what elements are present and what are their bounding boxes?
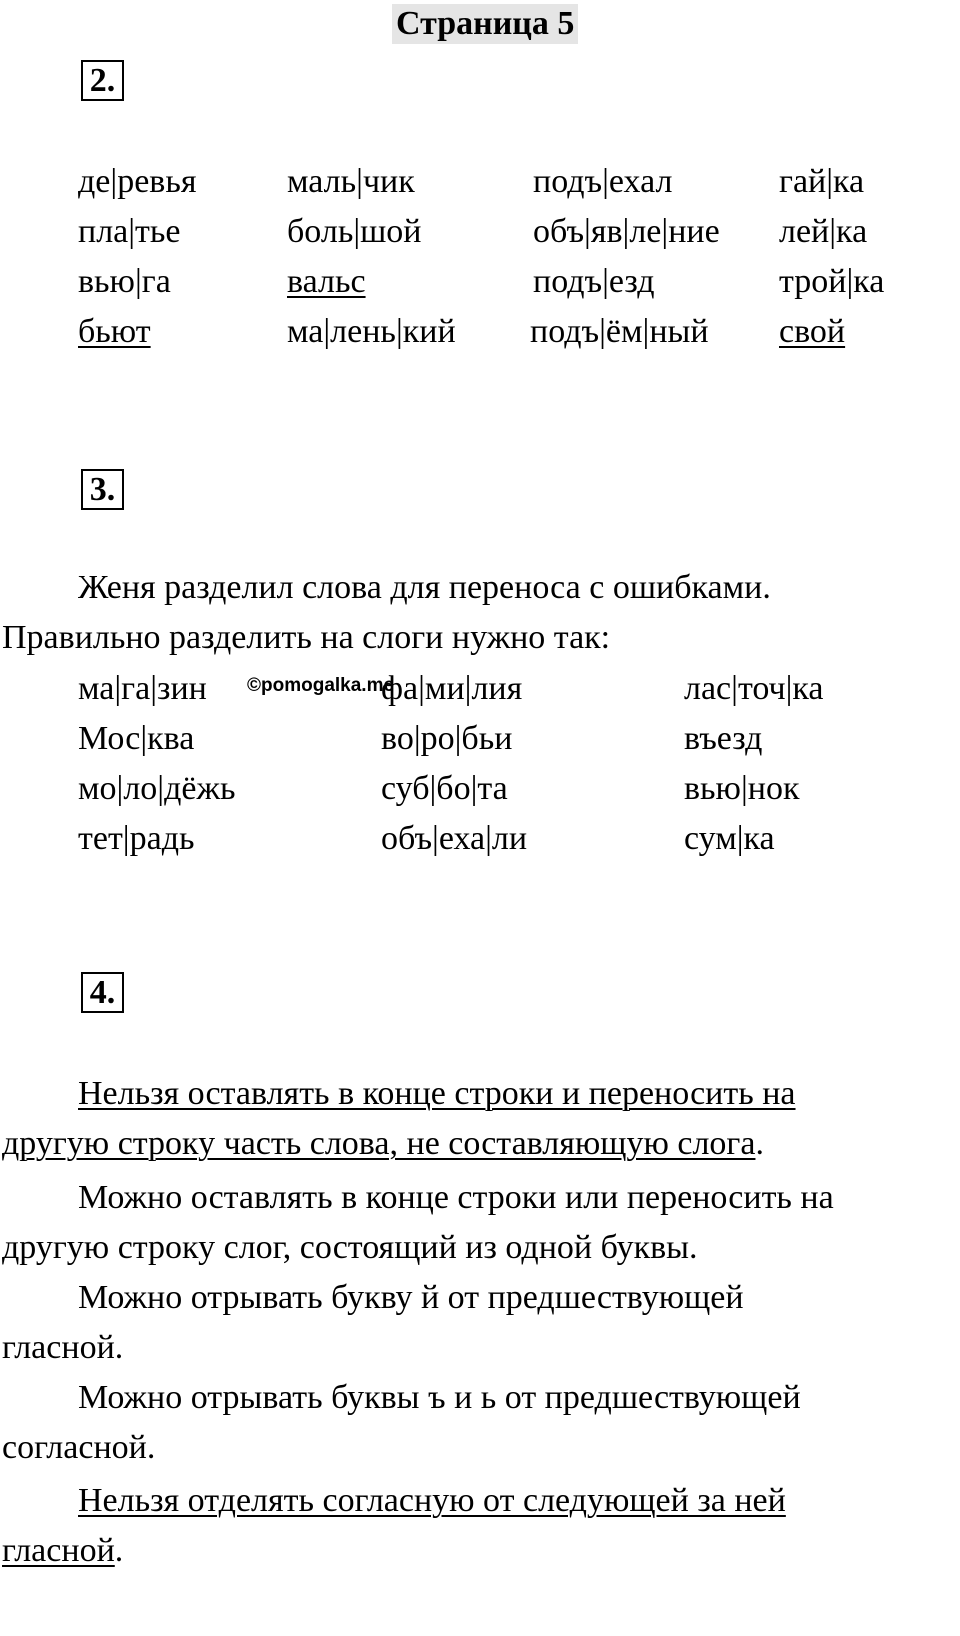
task-3-word: во|ро|бьи — [381, 720, 513, 757]
rule-4-line-2: согласной. — [2, 1429, 156, 1466]
task-2-word-underlined: вальс — [287, 263, 366, 300]
task-2-word: объ|яв|ле|ние — [533, 213, 720, 250]
rule-5-line-2-text: гласной — [2, 1532, 115, 1569]
page-title: Страница 5 — [392, 4, 578, 44]
task-3-word: мо|ло|дёжь — [78, 770, 236, 807]
task-2-word: де|ревья — [78, 163, 197, 200]
rule-1-end: . — [755, 1125, 764, 1162]
task-3-word: Мос|ква — [78, 720, 195, 757]
task-3-word: сум|ка — [684, 820, 775, 857]
task-3-word: ма|га|зин — [78, 670, 207, 707]
task-3-word: суб|бо|та — [381, 770, 508, 807]
task-2-number: 2. — [81, 60, 124, 101]
task-2-word: боль|шой — [287, 213, 422, 250]
task-3-word: лас|точ|ка — [684, 670, 824, 707]
task-3-word: фа|ми|лия — [381, 670, 523, 707]
task-2-word-underlined: бьют — [78, 313, 151, 350]
rule-5-line-2 — [2, 1531, 123, 1571]
rule-5-line-1-text: Нельзя отделять согласную от следующей за ней — [78, 1482, 786, 1519]
rule-4-line-1: Можно отрывать буквы ъ и ь от предшествующей — [78, 1379, 801, 1416]
rule-2-line-2: другую строку слог, состоящий из одной буквы. — [2, 1229, 698, 1266]
task-4-number: 4. — [81, 972, 124, 1013]
rule-1-line-1 — [78, 1074, 796, 1114]
rule-1-line-1-text: Нельзя оставлять в конце строки и переносить на — [78, 1075, 796, 1112]
task-2-word: трой|ка — [779, 263, 885, 300]
task-2-word: гай|ка — [779, 163, 865, 200]
task-2-word-underlined: свой — [779, 313, 846, 350]
task-3-number: 3. — [81, 469, 124, 510]
task-2-word: маль|чик — [287, 163, 415, 200]
rule-5-end: . — [114, 1532, 124, 1569]
rule-5-line-1 — [78, 1481, 786, 1521]
task-3-word: тет|радь — [78, 820, 195, 857]
task-3-word: вью|нок — [684, 770, 800, 807]
watermark: ©pomogalka.me — [247, 675, 395, 696]
task-3-word: въезд — [684, 720, 763, 757]
task-2-word: лей|ка — [779, 213, 868, 250]
rule-1-line-2-text: другую строку часть слова, не составляющую слога — [2, 1125, 756, 1162]
rule-2-line-1: Можно оставлять в конце строки или переносить на — [78, 1179, 834, 1216]
rule-3-line-1: Можно отрывать букву й от предшествующей — [78, 1279, 744, 1316]
task-3-text-line-1: Женя разделил слова для переноса с ошибками. — [78, 569, 771, 606]
rule-1-line-2 — [2, 1124, 764, 1164]
task-2-word: ма|лень|кий — [287, 313, 456, 350]
task-2-word: вью|га — [78, 263, 171, 300]
task-3-text-line-2: Правильно разделить на слоги нужно так: — [2, 619, 611, 656]
task-2-word: пла|тье — [78, 213, 181, 250]
task-2-word: подъ|езд — [533, 263, 655, 300]
task-3-word: объ|еха|ли — [381, 820, 528, 857]
task-2-word: подъ|ём|ный — [530, 313, 709, 350]
task-2-word: подъ|ехал — [533, 163, 673, 200]
rule-3-line-2: гласной. — [2, 1329, 124, 1366]
